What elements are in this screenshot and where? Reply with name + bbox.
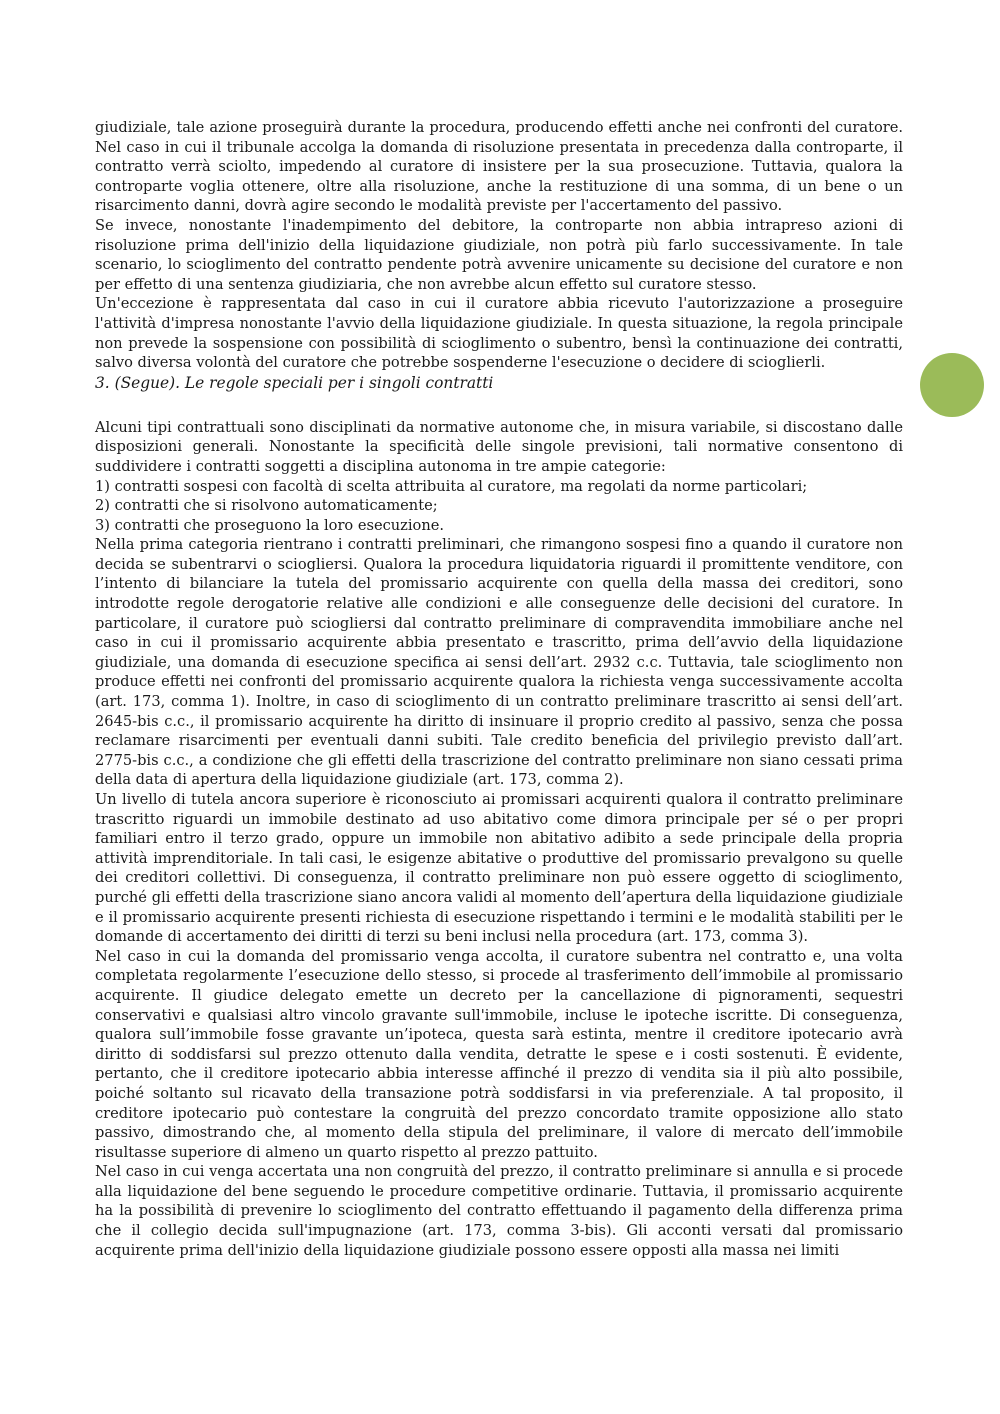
list-item: 2) contratti che si risolvono automaticamente; (95, 497, 438, 515)
paragraph: Un'eccezione è rappresentata dal caso in cui il curatore abbia ricevuto l'autorizzazione a proseguire l'attività d'impresa nonostante l'avvio della liquidazione giudiziale. In questa situazione, la regola principale non prevede la sospensione con possibilità di scioglimento o subentro, bensì la continuazione dei contratti, salvo diversa volontà del curatore che potrebbe sospenderne l'esecuzione o decidere di scioglierli. (95, 295, 903, 372)
paragraph: Se invece, nonostante l'inadempimento del debitore, la controparte non abbia intrapreso azioni di risoluzione prima dell'inizio della liquidazione giudiziale, non potrà più farlo successivamente. In tale scenario, lo scioglimento del contratto pendente potrà avvenire unicamente su decisione del curatore e non per effetto di una sentenza giudiziaria, che non avrebbe alcun effetto sul curatore stesso. (95, 216, 903, 293)
decorative-circle-icon (920, 353, 984, 417)
document-body (95, 118, 903, 1260)
paragraph: Nel caso in cui venga accertata una non congruità del prezzo, il contratto preliminare si annulla e si procede alla liquidazione del bene seguendo le procedure competitive ordinarie. Tuttavia, il promissario acquirente ha la possibilità di prevenire lo scioglimento del contratto effettuando il pagamento della differenza prima che il collegio decida sull'impugnazione (art. 173, comma 3-bis). Gli acconti versati dal promissario acquirente prima dell'inizio della liquidazione giudiziale possono essere opposti alla massa nei limiti (95, 1163, 903, 1259)
section-heading: 3. (Segue). Le regole speciali per i singoli contratti (95, 373, 494, 392)
paragraph: Nel caso in cui la domanda del promissario venga accolta, il curatore subentra nel contratto e, una volta completata regolarmente l’esecuzione dello stesso, si procede al trasferimento dell’immobile al promissario acquirente. Il giudice delegato emette un decreto per la cancellazione di pignoramenti, sequestri conservativi e qualsiasi altro vincolo gravante sull'immobile, incluse le ipoteche iscritte. Di conseguenza, qualora sull’immobile fosse gravante un’ipoteca, questa sarà estinta, mentre il creditore ipotecario avrà diritto di soddisfarsi sul prezzo ottenuto dalla vendita, detratte le spese e i costi sostenuti. È evidente, pertanto, che il creditore ipotecario abbia interesse affinché il prezzo di vendita sia il più alto possibile, poiché soltanto sul ricavato della transazione potrà soddisfarsi in via preferenziale. A tal proposito, il creditore ipotecario può contestare la congruità del prezzo concordato tramite opposizione allo stato passivo, dimostrando che, al momento della stipula del preliminare, il valore di mercato dell’immobile risultasse superiore di almeno un quarto rispetto al prezzo pattuito. (95, 947, 903, 1161)
paragraph: giudiziale, tale azione proseguirà durante la procedura, producendo effetti anche nei confronti del curatore. Nel caso in cui il tribunale accolga la domanda di risoluzione presentata in precedenza dalla controparte, il contratto verrà sciolto, impedendo al curatore di insistere per la sua prosecuzione. Tuttavia, qualora la controparte voglia ottenere, oltre alla risoluzione, anche la restituzione di una somma, di un bene o un risarcimento danni, dovrà agire secondo le modalità previste per l'accertamento del passivo. (95, 119, 903, 215)
paragraph: Alcuni tipi contrattuali sono disciplinati da normative autonome che, in misura variabile, si discostano dalle disposizioni generali. Nonostante la specificità delle singole previsioni, tali normative consentono di suddividere i contratti soggetti a disciplina autonoma in tre ampie categorie: (95, 418, 903, 475)
list-item: 3) contratti che proseguono la loro esecuzione. (95, 516, 444, 534)
list-item: 1) contratti sospesi con facoltà di scelta attribuita al curatore, ma regolati da norme particolari; (95, 477, 808, 495)
paragraph: Un livello di tutela ancora superiore è riconosciuto ai promissari acquirenti qualora il contratto preliminare trascritto riguardi un immobile destinato ad uso abitativo come dimora principale per sé o per propri familiari entro il terzo grado, oppure un immobile non abitativo adibito a sede principale della propria attività imprenditoriale. In tali casi, le esigenze abitative o produttive del promissario prevalgono su quelle dei creditori collettivi. Di conseguenza, il contratto preliminare non può essere oggetto di scioglimento, purché gli effetti della trascrizione siano ancora validi al momento dell’apertura della liquidazione giudiziale e il promissario acquirente presenti richiesta di esecuzione rispettando i termini e le modalità stabiliti per le domande di accertamento dei diritti di terzi su beni inclusi nella procedura (art. 173, comma 3). (95, 791, 903, 946)
paragraph: Nella prima categoria rientrano i contratti preliminari, che rimangono sospesi fino a quando il curatore non decida se subentrarvi o sciogliersi. Qualora la procedura liquidatoria riguardi il promittente venditore, con l’intento di bilanciare la tutela del promissario acquirente con quella della massa dei creditori, sono introdotte regole derogatorie relative alle condizioni e alle conseguenze delle decisioni del curatore. In particolare, il curatore può sciogliersi dal contratto preliminare di compravendita immobiliare anche nel caso in cui il promissario acquirente abbia presentato e trascritto, prima dell’avvio della liquidazione giudiziale, una domanda di esecuzione specifica ai sensi dell’art. 2932 c.c. Tuttavia, tale scioglimento non produce effetti nei confronti del promissario acquirente qualora la richiesta venga successivamente accolta (art. 173, comma 1). Inoltre, in caso di scioglimento di un contratto preliminare trascritto ai sensi dell’art. 2645-bis c.c., il promissario acquirente ha diritto di insinuare il proprio credito al passivo, senza che possa reclamare risarcimenti per eventuali danni subiti. Tale credito beneficia del privilegio previsto dall’art. 2775-bis c.c., a condizione che gli effetti della trascrizione del contratto preliminare non siano cessati prima della data di apertura della liquidazione giudiziale (art. 173, comma 2). (95, 536, 903, 789)
